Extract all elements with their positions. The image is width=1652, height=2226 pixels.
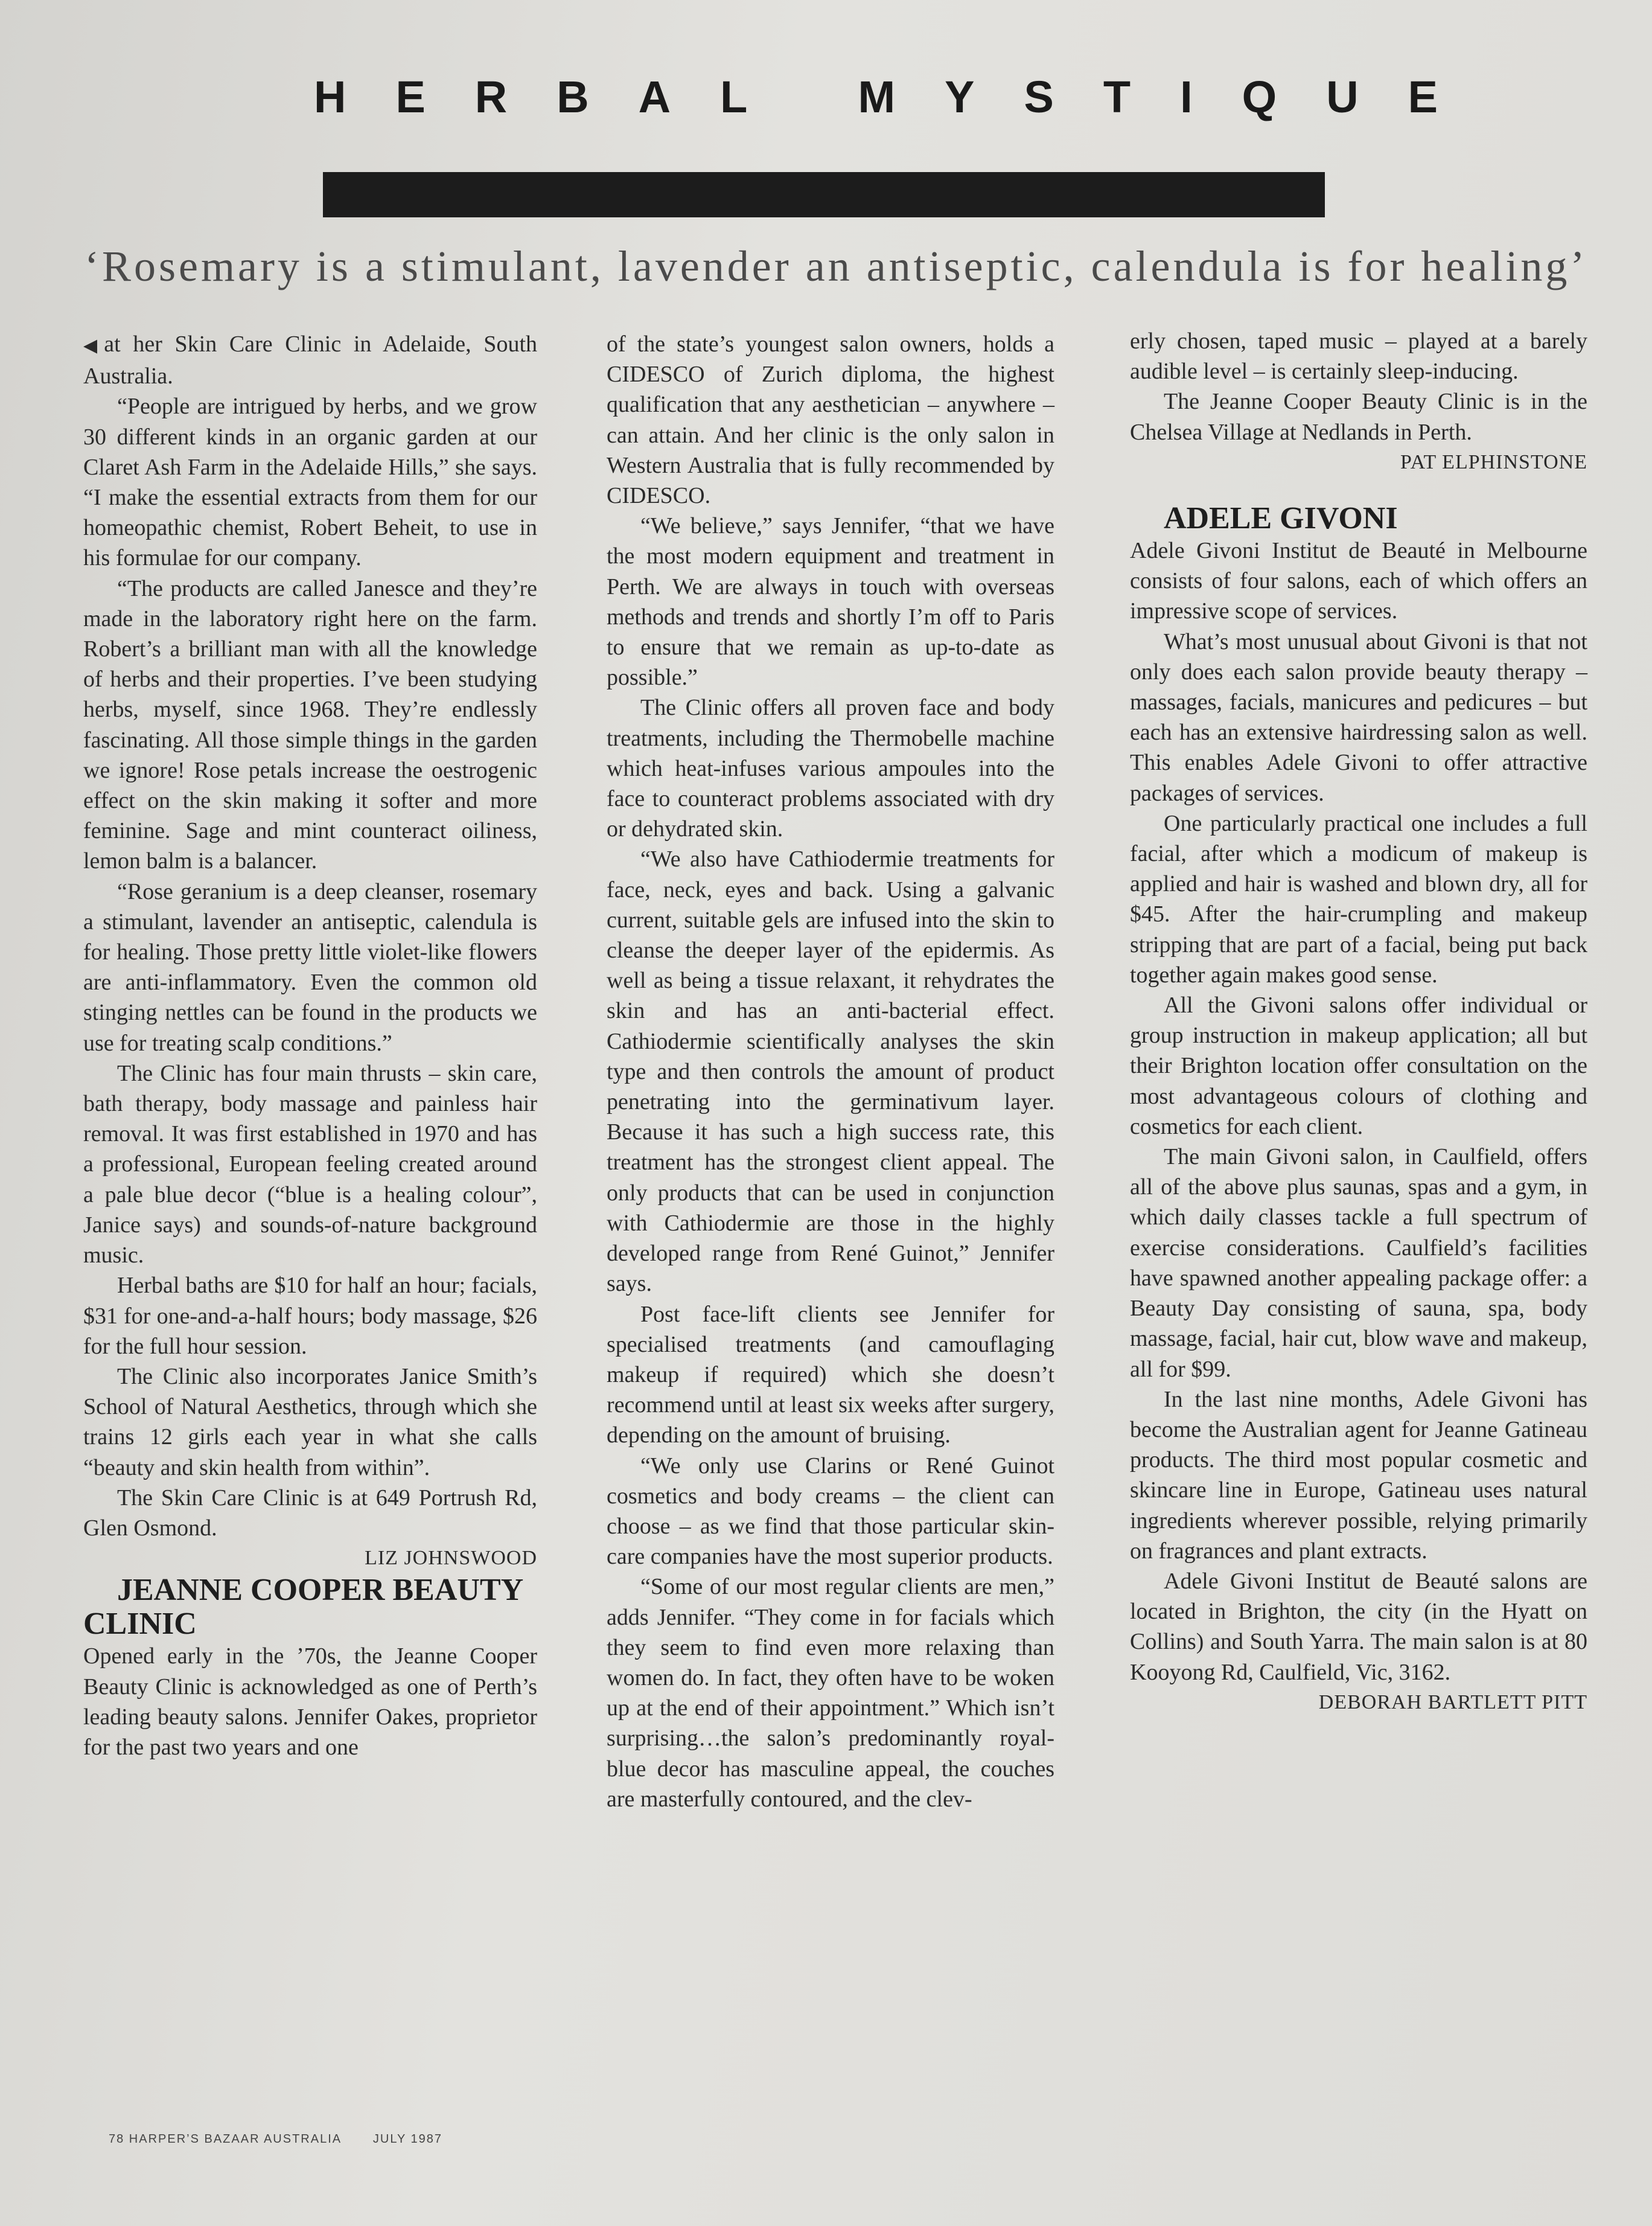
paragraph: The main Givoni salon, in Caulfield, offers all of the above plus saunas, spas and a gym, in which daily classes tackle a full spectrum of exercise considerations. Caulfield’s facilities have spawned another appealing package offer: a Beauty Day consisting of sauna, spa, body massage, facial, hair cut, blow wave and makeup, all for $99.: [1130, 1144, 1587, 1382]
paragraph: The Clinic has four main thrusts – skin care, bath therapy, body massage and painless hair removal. It was first established in 1970 and has a professional, European feeling created around a pale blue decor (“blue is a healing colour”, Janice says) and sounds-of-nature background music.: [83, 1060, 537, 1268]
paragraph: Adele Givoni Institut de Beauté in Melbourne consists of four salons, each of which offers an impressive scope of services.: [1130, 538, 1587, 624]
paragraph: “The products are called Janesce and they’re made in the laboratory right here on the farm. Robert’s a brilliant man with all the knowledge of herbs and their properties. I’ve been studying herbs, myself, since 1968. They’re endlessly fascinating. All those simple things in the garden we ignore! Rose petals increase the oestrogenic effect on the skin making it softer and more feminine. Sage and mint counteract oiliness, lemon balm is a balancer.: [83, 575, 537, 874]
paragraph: What’s most unusual about Givoni is that not only does each salon provide beauty therapy – massages, facials, manicures and pedicures – but each has an extensive hairdressing salon as well. This enables Adele Givoni to offer attractive packages of services.: [1130, 628, 1587, 806]
paragraph: “Some of our most regular clients are men,” adds Jennifer. “They come in for facials which they seem to find even more relaxing than women do. In fact, they often have to be woken up at the end of their appointment.” Which isn’t surprising…the salon’s predominantly royal-blue decor has masculine appeal, the couches are masterfully contoured, and the clev-: [607, 1574, 1054, 1812]
paragraph: of the state’s youngest salon owners, holds a CIDESCO of Zurich diploma, the highest qualification that any aesthetician – anywhere – can attain. And her clinic is the only salon in Western Australia that is fully recommended by CIDESCO.: [607, 331, 1054, 509]
footer-date: JULY 1987: [372, 2132, 443, 2146]
paragraph: The Clinic offers all proven face and body treatments, including the Thermobelle machine which heat-infuses various ampoules into the face to counteract problems associated with dry or dehydrated skin.: [607, 695, 1054, 842]
paragraph: “Rose geranium is a deep cleanser, rosemary a stimulant, lavender an antiseptic, calendula is for healing. Those pretty little violet-like flowers are anti-inflammatory. Even the common old stinging nettles can be found in the products we use for treating scalp conditions.”: [83, 878, 537, 1056]
paragraph: “We believe,” says Jennifer, “that we have the most modern equipment and treatment in Perth. We are always in touch with overseas methods and trends and shortly I’m off to Paris to ensure that we remain as up-to-date as possible.”: [607, 513, 1054, 691]
column-2: [607, 329, 1054, 1814]
section-heading: JEANNE COOPER BEAUTY CLINIC: [83, 1573, 523, 1642]
byline: DEBORAH BARTLETT PITT: [1318, 1690, 1587, 1713]
paragraph: The Skin Care Clinic is at 649 Portrush Rd, Glen Osmond.: [83, 1485, 537, 1541]
column-1: [83, 329, 537, 1762]
article-title: HERBAL MYSTIQUE: [314, 72, 1488, 122]
paragraph: The Clinic also incorporates Janice Smith’s School of Natural Aesthetics, through which she trains 12 girls each year in what she calls “beauty and skin health from within”.: [83, 1363, 537, 1480]
page-footer: [109, 2132, 442, 2146]
footer-publication: 78 HARPER’S BAZAAR AUSTRALIA: [109, 2132, 342, 2146]
paragraph: Adele Givoni Institut de Beauté salons are located in Brighton, the city (in the Hyatt on Collins) and South Yarra. The main salon is at 80 Kooyong Rd, Caulfield, Vic, 3162.: [1130, 1568, 1587, 1685]
paragraph: ◀at her Skin Care Clinic in Adelaide, South Australia.: [83, 331, 538, 389]
paragraph: “We only use Clarins or René Guinot cosmetics and body creams – the client can choose – as we find that those particular skin-care companies have the most superior products.: [607, 1453, 1054, 1570]
paragraph: “We also have Cathiodermie treatments for face, neck, eyes and back. Using a galvanic current, suitable gels are infused into the skin to cleanse the deeper layer of the epidermis. As well as being a tissue relaxant, it rehydrates the skin and has an anti-bacterial effect. Cathiodermie scientifically analyses the skin type and then controls the amount of product penetrating into the germinativum layer. Because it has such a high success rate, this treatment has the strongest client appeal. The only products that can be used in conjunction with Cathiodermie are those in the highly developed range from René Guinot,” Jennifer says.: [607, 846, 1054, 1297]
section-heading: ADELE GIVONI: [1164, 501, 1398, 536]
byline: PAT ELPHINSTONE: [1400, 450, 1587, 473]
paragraph: Opened early in the ’70s, the Jeanne Cooper Beauty Clinic is acknowledged as one of Perth’s leading beauty salons. Jennifer Oakes, proprietor for the past two years and one: [83, 1643, 537, 1760]
paragraph: Herbal baths are $10 for half an hour; facials, $31 for one-and-a-half hours; body massage, $26 for the full hour session.: [83, 1273, 537, 1359]
paragraph: “People are intrigued by herbs, and we grow 30 different kinds in an organic garden at our Claret Ash Farm in the Adelaide Hills,” she says. “I make the essential extracts from them for our homeopathic chemist, Robert Beheit, to use in his formulae for our company.: [83, 394, 537, 571]
column-3: [1130, 326, 1587, 1718]
paragraph: One particularly practical one includes a full facial, after which a modicum of makeup is applied and hair is washed and blown dry, all for $45. After the hair-crumpling and makeup stripping that are part of a facial, being put back together again makes good sense.: [1130, 810, 1587, 988]
paragraph: All the Givoni salons offer individual or group instruction in makeup application; all but their Brighton location offer consultation on the most advantageous colours of clothing and cosmetics for each client.: [1130, 993, 1587, 1139]
paragraph: In the last nine months, Adele Givoni has become the Australian agent for Jeanne Gatineau products. The third most popular cosmetic and skincare line in Europe, Gatineau uses natural ingredients wherever possible, relying primarily on fragrances and plant extracts.: [1130, 1386, 1587, 1564]
pull-quote: ‘Rosemary is a stimulant, lavender an antiseptic, calendula is for healing’: [85, 242, 1588, 290]
byline: LIZ JOHNSWOOD: [365, 1547, 537, 1570]
paragraph: Post face-lift clients see Jennifer for specialised treatments (and camouflaging makeup if required) which she doesn’t recommend until at least six weeks after surgery, depending on the amount of bruising.: [607, 1301, 1054, 1448]
paragraph: erly chosen, taped music – played at a barely audible level – is certainly sleep-inducing.: [1130, 328, 1587, 385]
title-rule-bar: [323, 172, 1325, 217]
continuation-arrow-icon: ◀: [83, 336, 104, 356]
paragraph: The Jeanne Cooper Beauty Clinic is in the Chelsea Village at Nedlands in Perth.: [1130, 389, 1587, 445]
